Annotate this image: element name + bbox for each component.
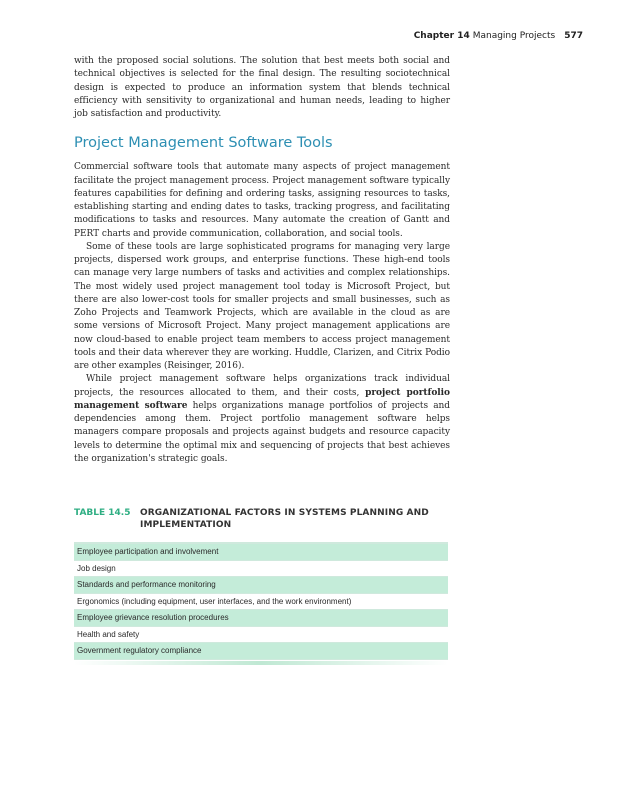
page-number: 577 bbox=[564, 31, 583, 41]
paragraph-3-end: helps organizations manage portfolios of projects and dependencies among them. Project portfolio management software helps managers compare proposals and projects against budgets and resource capacity levels to determine the optimal mix and sequencing of projects that best achieves the organization's strategic goals. bbox=[74, 400, 450, 464]
table-title: ORGANIZATIONAL FACTORS IN SYSTEMS PLANNING AND IMPLEMENTATION bbox=[140, 508, 429, 530]
chapter-number: Chapter 14 bbox=[413, 31, 470, 41]
section-heading: Project Management Software Tools bbox=[74, 135, 333, 152]
table-row: Ergonomics (including equipment, user interfaces, and the work environment) bbox=[74, 594, 448, 611]
table-label: TABLE 14.5 bbox=[74, 508, 131, 518]
table-row: Job design bbox=[74, 561, 448, 578]
paragraph-1: Commercial software tools that automate many aspects of project management facilitate the project management process. Project management software typically features capabilities for defining and ordering tasks, assigning resources to tasks, establishing starting and ending dates to tasks, tracking progress, and facilitating modifications to tasks and resources. Many automate the creation of Gantt and PERT charts and provide communication, collaboration, and social tools. bbox=[74, 162, 450, 239]
running-head bbox=[414, 31, 583, 41]
table-row: Standards and performance monitoring bbox=[74, 577, 448, 594]
table-rows bbox=[74, 542, 448, 660]
body-text bbox=[74, 55, 450, 466]
intro-paragraph: with the proposed social solutions. The solution that best meets both social and technical objectives is selected for the final design. The resulting sociotechnical design is expected to produce an information system that blends technical efficiency with sensitivity to organizational and human needs, leading to higher job satisfaction and productivity. bbox=[74, 56, 450, 119]
paragraph-3 bbox=[74, 373, 450, 466]
table-row: Government regulatory compliance bbox=[74, 643, 448, 660]
table-row: Health and safety bbox=[74, 627, 448, 644]
paragraph-2: Some of these tools are large sophisticated programs for managing very large projects, dispersed work groups, and enterprise functions. These high-end tools can manage very large numbers of tasks and activities and complex relationships. The most widely used project management tool today is Microsoft Project, but there are also lower-cost tools for smaller projects and small businesses, such as Zoho Projects and Teamwork Projects, which are available in the cloud as are some versions of Microsoft Project. Many project management applications are now cloud-based to enable project team members to access project management tools and their data wherever they are working. Huddle, Clarizen, and Citrix Podio are other examples (Reisinger, 2016). bbox=[74, 241, 450, 371]
table-caption bbox=[74, 507, 448, 531]
table-14-5 bbox=[74, 507, 448, 665]
table-row: Employee grievance resolution procedures bbox=[74, 610, 448, 627]
chapter-title: Managing Projects bbox=[472, 31, 556, 41]
paragraph-3-start: While project management software helps organizations track individual projects, the resources allocated to them, and their costs, bbox=[74, 374, 450, 398]
table-bottom-rule bbox=[74, 661, 448, 665]
key-term: project portfolio management software bbox=[74, 387, 450, 411]
table-row: Employee participation and involvement bbox=[74, 544, 448, 561]
